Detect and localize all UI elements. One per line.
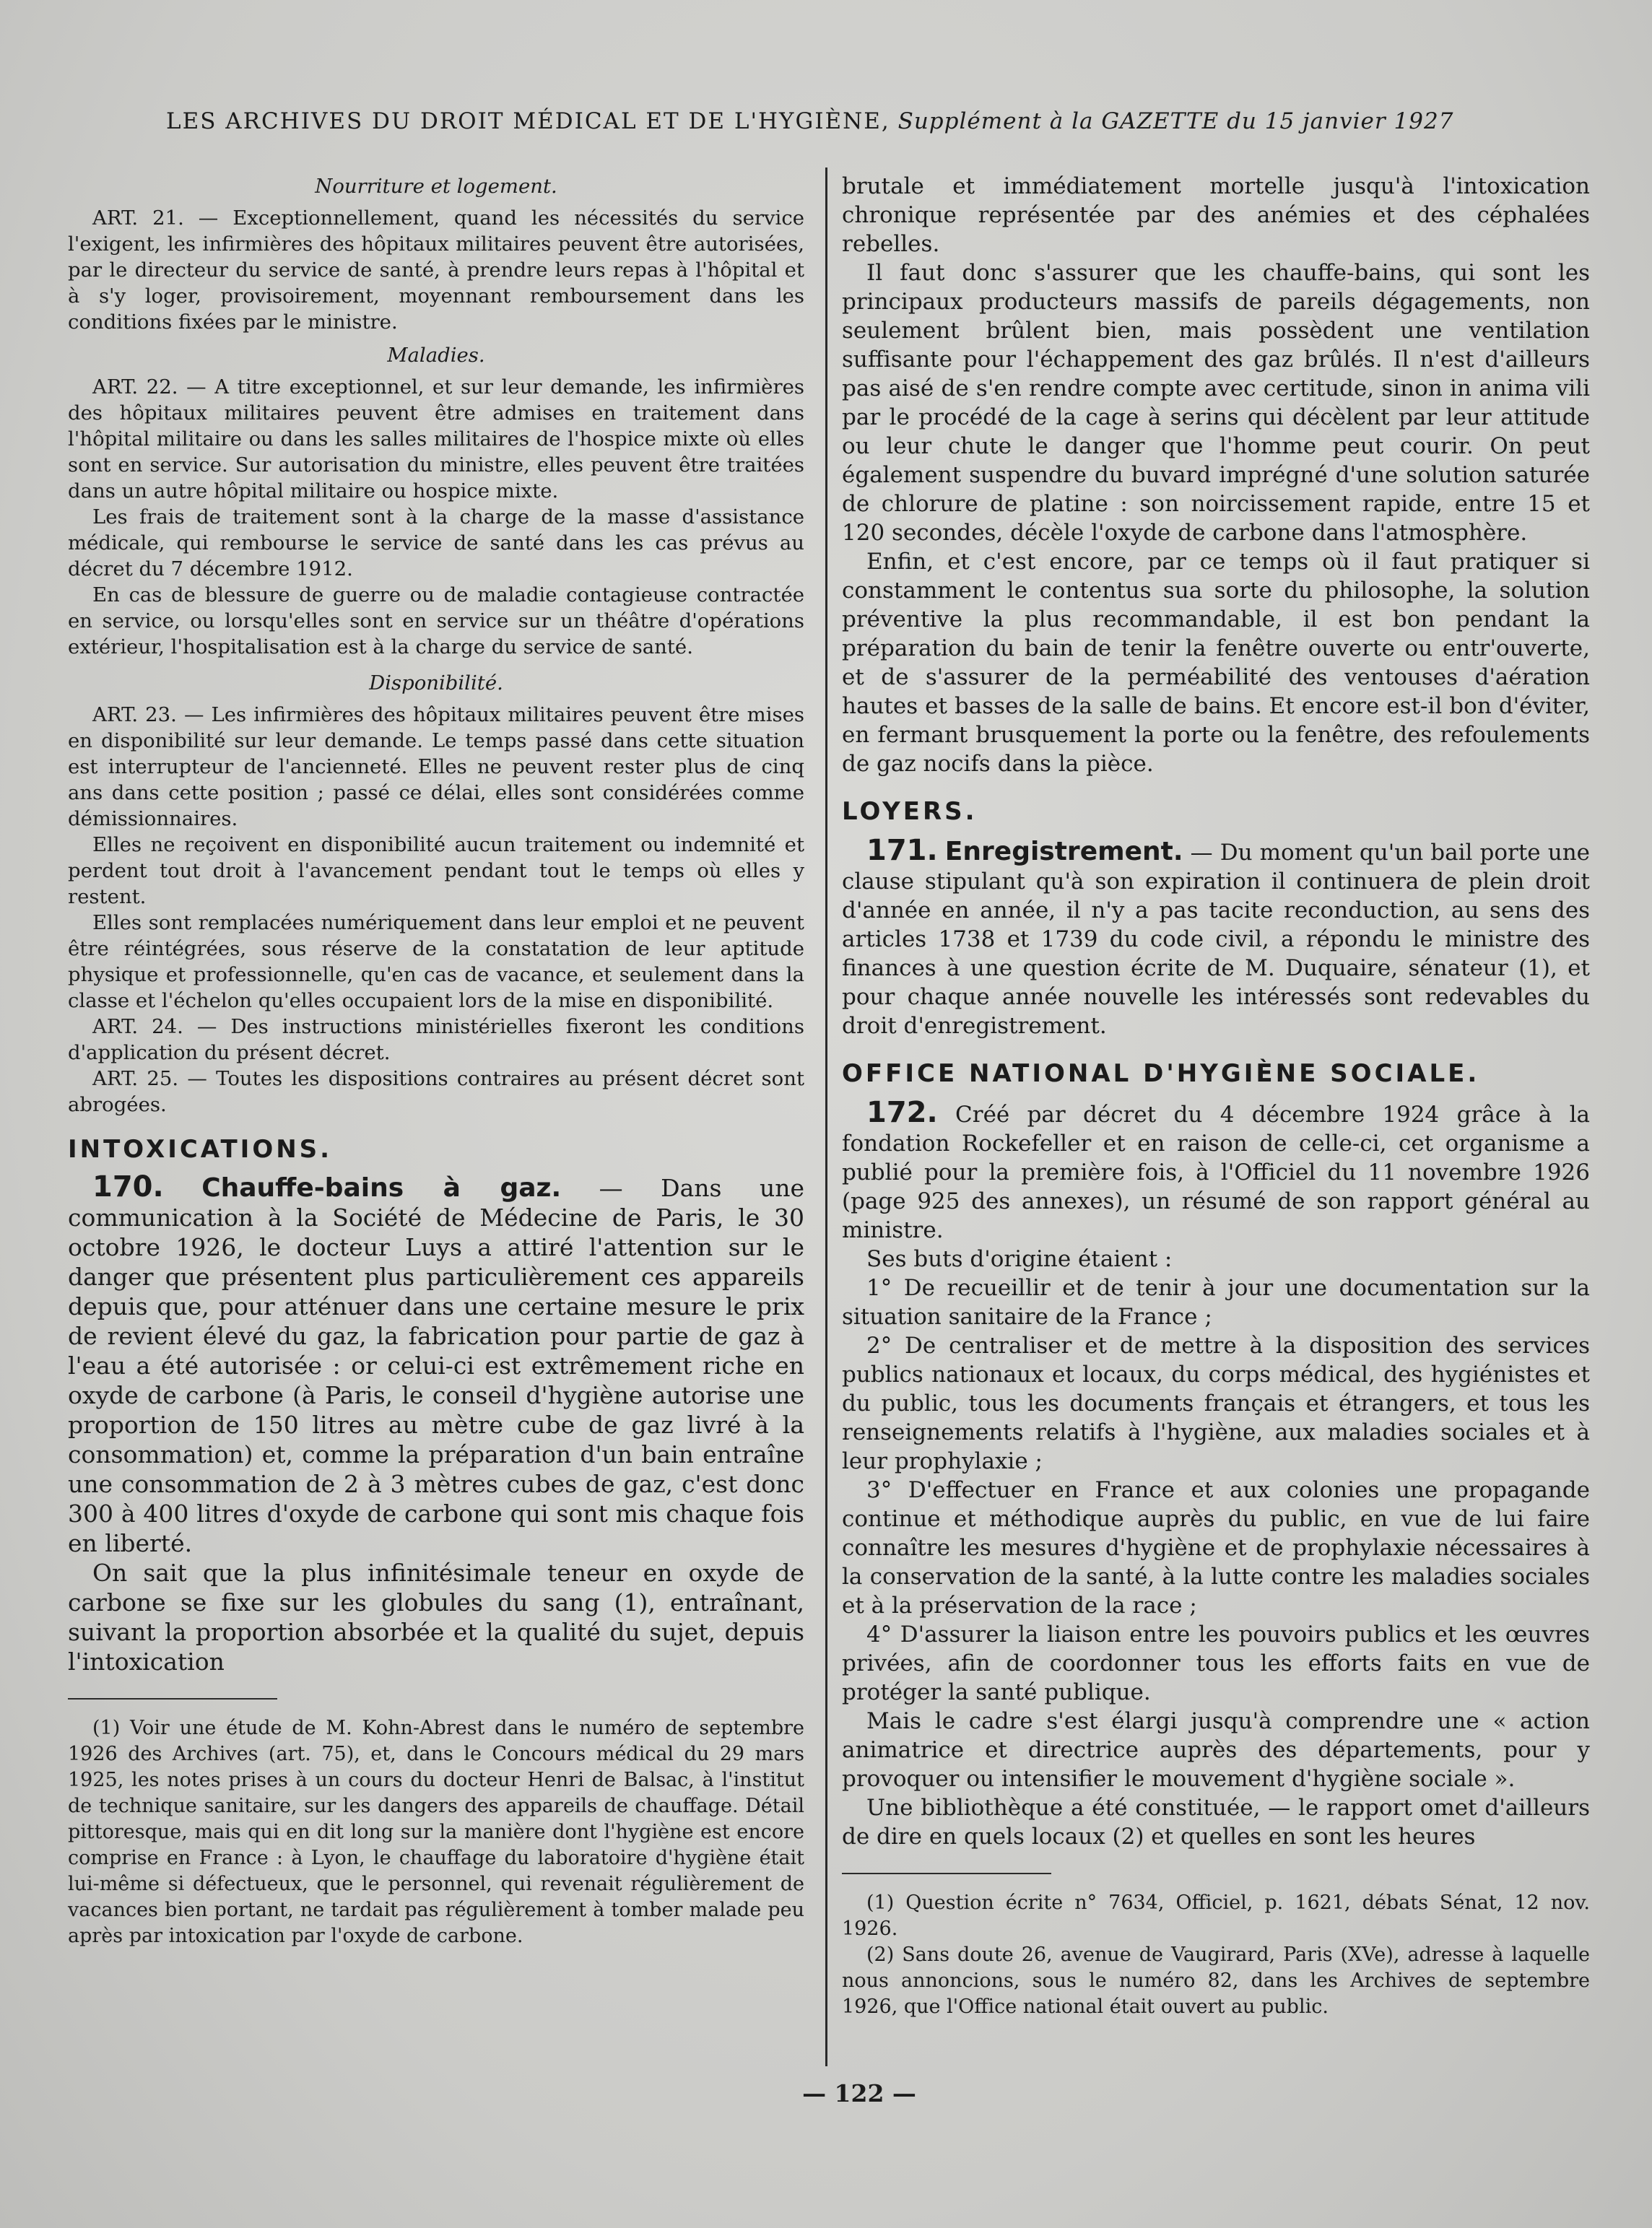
item-title-170: Chauffe-bains à gaz. (201, 1173, 562, 1203)
item-number-171: 171. (866, 834, 938, 867)
running-head (166, 108, 1480, 134)
supplement-info: Supplément à la GAZETTE du 15 janvier 1927 (897, 108, 1454, 134)
article-25: ART. 25. — Toutes les dispositions contraires au présent décret sont abrogées. (68, 1067, 804, 1116)
item-number-172: 172. (866, 1096, 938, 1129)
subhead-disponibilite: Disponibilité. (369, 671, 503, 695)
paragraph-buts: Ses buts d'origine étaient : (866, 1246, 1173, 1272)
list-item-3: 3° D'effectuer en France et aux colonies une propagande continue et méthodique auprès du public, en vue de lui faire connaître les mesures d'hygiène et de prophylaxie nécessaires à la conservation de la santé, à la lutte contre les maladies sociales et à la préservation de la race ; (842, 1477, 1590, 1619)
paragraph-172 (842, 1098, 1590, 1245)
paragraph-continued: brutale et immédiatement mortelle jusqu'à l'intoxication chronique représentée par des anémies et des céphalées rebelles. (842, 173, 1590, 257)
item-title-171: Enregistrement. (944, 837, 1183, 866)
paragraph-frais: Les frais de traitement sont à la charge de la masse d'assistance médicale, qui rembourse le service de santé dans les cas prévus au décret du 7 décembre 1912. (68, 505, 804, 580)
item-number-170: 170. (92, 1170, 164, 1204)
journal-title: LES ARCHIVES DU DROIT MÉDICAL ET DE L'HYGIÈNE, (166, 108, 890, 134)
paragraph-170-b: On sait que la plus infinitésimale teneur en oxyde de carbone se fixe sur les globules du sang (1), entraînant, suivant la proportion absorbée et la qualité du sujet, depuis l'intoxication (68, 1559, 804, 1676)
footnote-right-2: (2) Sans doute 26, avenue de Vaugirard, Paris (XVe), adresse à laquelle nous annoncions, sous le numéro 82, dans les Archives de septembre 1926, que l'Office national était ouvert au public. (842, 1944, 1590, 2018)
article-23: ART. 23. — Les infirmières des hôpitaux militaires peuvent être mises en disponibilité sur leur demande. Le temps passé dans cette situation est interrupteur de l'ancienneté. Elles ne peuvent rester plus de cinq ans dans cette position ; passé ce délai, elles sont considérées comme démissionnaires. (68, 703, 804, 830)
paragraph-recoivent: Elles ne reçoivent en disponibilité aucun traitement ou indemnité et perdent tout droit à l'avancement pendant tout le temps où elles y restent. (68, 833, 804, 908)
item-text-171: — Du moment qu'un bail porte une clause stipulant qu'à son expiration il continuera de plein droit d'année en année, il n'y a pas tacite reconduction, au sens des articles 1738 et 1739 du code civil, a répondu le ministre des finances à une question écrite de M. Duquaire, sénateur (1), et pour chaque année nouvelle les intéressés sont redevables du droit d'enregistrement. (842, 840, 1591, 1039)
paragraph-170 (68, 1172, 804, 1558)
paragraph-171 (842, 836, 1590, 1040)
subhead-maladies: Maladies. (387, 344, 485, 367)
footnote-rule (68, 1698, 277, 1700)
section-office-national: OFFICE NATIONAL D'HYGIÈNE SOCIALE. (842, 1059, 1480, 1088)
paragraph-bibliotheque: Une bibliothèque a été constituée, — le rapport omet d'ailleurs de dire en quels locaux (2) et quelles en sont les heures (842, 1795, 1590, 1850)
article-24: ART. 24. — Des instructions ministérielles fixeront les conditions d'application du présent décret. (68, 1015, 804, 1064)
column-rule (825, 167, 827, 2066)
footnote-left-1: (1) Voir une étude de M. Kohn-Abrest dans le numéro de septembre 1926 des Archives (art. 75), et, dans le Concours médical du 29 mars 1925, les notes prises à un cours du docteur Henri de Balsac, à l'institut de technique sanitaire, sur les dangers des appareils de chauffage. Détail pittoresque, mais qui en dit long sur la manière dont l'hygiène est encore comprise en France : à Lyon, le chauffage du laboratoire d'hygiène était lui-même si défectueux, que le personnel, qui revenait régulièrement de vacances bien portant, ne tardait pas régulièrement à tomber malade peu après par intoxication par l'oxyde de carbone. (68, 1717, 804, 1947)
footnote-right-1: (1) Question écrite n° 7634, Officiel, p. 1621, débats Sénat, 12 nov. 1926. (842, 1892, 1590, 1940)
subhead-nourriture: Nourriture et logement. (315, 175, 557, 198)
page-number: — 122 — (802, 2079, 916, 2107)
article-22: ART. 22. — A titre exceptionnel, et sur leur demande, les infirmières des hôpitaux militaires peuvent être admises en traitement dans l'hôpital militaire ou dans les salles militaires de l'hospice mixte où elles sont en service. Sur autorisation du ministre, elles peuvent être traitées dans un autre hôpital militaire ou hospice mixte. (68, 375, 804, 502)
list-item-2: 2° De centraliser et de mettre à la disposition des services publics nationaux et locaux, du corps médical, des hygiénistes et du public, tous les documents français et étrangers, et tous les renseignements relatifs à l'hygiène, aux maladies sociales et à leur prophylaxie ; (842, 1333, 1590, 1474)
footnote-rule-right (842, 1873, 1051, 1874)
item-text-172: Créé par décret du 4 décembre 1924 grâce à la fondation Rockefeller et en raison de celle-ci, cet organisme a publié pour la première fois, à l'Officiel du 11 novembre 1926 (page 925 des annexes), un résumé de son rapport général au ministre. (842, 1102, 1590, 1243)
paragraph-cadre: Mais le cadre s'est élargi jusqu'à comprendre une « action animatrice et directrice auprès des départements, pour y provoquer ou intensifier le mouvement d'hygiène sociale ». (842, 1708, 1590, 1792)
article-21: ART. 21. — Exceptionnellement, quand les nécessités du service l'exigent, les infirmières des hôpitaux militaires peuvent être autorisées, par le directeur du service de santé, à prendre leurs repas à l'hôpital et à s'y loger, provisoirement, moyennant remboursement dans les conditions fixées par le ministre. (68, 206, 804, 334)
paragraph-remplacees: Elles sont remplacées numériquement dans leur emploi et ne peuvent être réintégrées, sous réserve de la constatation de leur aptitude physique et professionnelle, qu'en cas de vacance, et seulement dans la classe et l'échelon qu'elles occupaient lors de la mise en disponibilité. (68, 911, 804, 1012)
item-text-170: — Dans une communication à la Société de Médecine de Paris, le 30 octobre 1926, le docteur Luys a attiré l'attention sur le danger que présentent plus particulièrement ces appareils depuis que, pour atténuer dans une certaine mesure le prix de revient élevé du gaz, la fabrication pour partie de gaz à l'eau a été autorisée : or celui-ci est extrêmement riche en oxyde de carbone (à Paris, le conseil d'hygiène autorise une proportion de 150 litres au mètre cube de gaz livré à la consommation) et, comme la préparation d'un bain entraîne une consommation de 2 à 3 mètres cubes de gaz, c'est donc 300 à 400 litres d'oxyde de carbone qui sont mis chaque fois en liberté. (68, 1174, 804, 1557)
list-item-1: 1° De recueillir et de tenir à jour une documentation sur la situation sanitaire de la France ; (842, 1275, 1590, 1330)
paragraph-enfin: Enfin, et c'est encore, par ce temps où il faut pratiquer si constamment le contentus sua sorte du philosophe, la solution préventive la plus recommandable, il est bon pendant la préparation du bain de tenir la fenêtre ouverte ou entr'ouverte, et de s'assurer de la perméabilité des ventouses d'aération hautes et basses de la salle de bains. Et encore est-il bon d'éviter, en fermant brusquement la porte ou la fenêtre, des refoulements de gaz nocifs dans la pièce. (842, 549, 1590, 777)
section-intoxications: INTOXICATIONS. (68, 1135, 333, 1164)
right-column (842, 172, 1590, 2020)
left-column (68, 172, 804, 1949)
list-item-4: 4° D'assurer la liaison entre les pouvoirs publics et les œuvres privées, afin de coordonner tous les efforts faits en vue de protéger la santé publique. (842, 1622, 1590, 1705)
paragraph-chauffe-bains: Il faut donc s'assurer que les chauffe-bains, qui sont les principaux producteurs massifs de pareils dégagements, non seulement brûlent bien, mais possèdent une ventilation suffisante pour l'échappement des gaz brûlés. Il n'est d'ailleurs pas aisé de s'en rendre compte avec certitude, sinon in anima vili par le procédé de la cage à serins qui décèlent par leur attitude ou leur chute le danger que l'homme peut courir. On peut également suspendre du buvard imprégné d'une solution saturée de chlorure de platine : son noircissement rapide, entre 15 et 120 secondes, décèle l'oxyde de carbone dans l'atmosphère. (842, 260, 1590, 546)
paragraph-blessure: En cas de blessure de guerre ou de maladie contagieuse contractée en service, ou lorsqu'elles sont en service sur un théâtre d'opérations extérieur, l'hospitalisation est à la charge du service de santé. (68, 583, 804, 658)
section-loyers: LOYERS. (842, 797, 978, 826)
